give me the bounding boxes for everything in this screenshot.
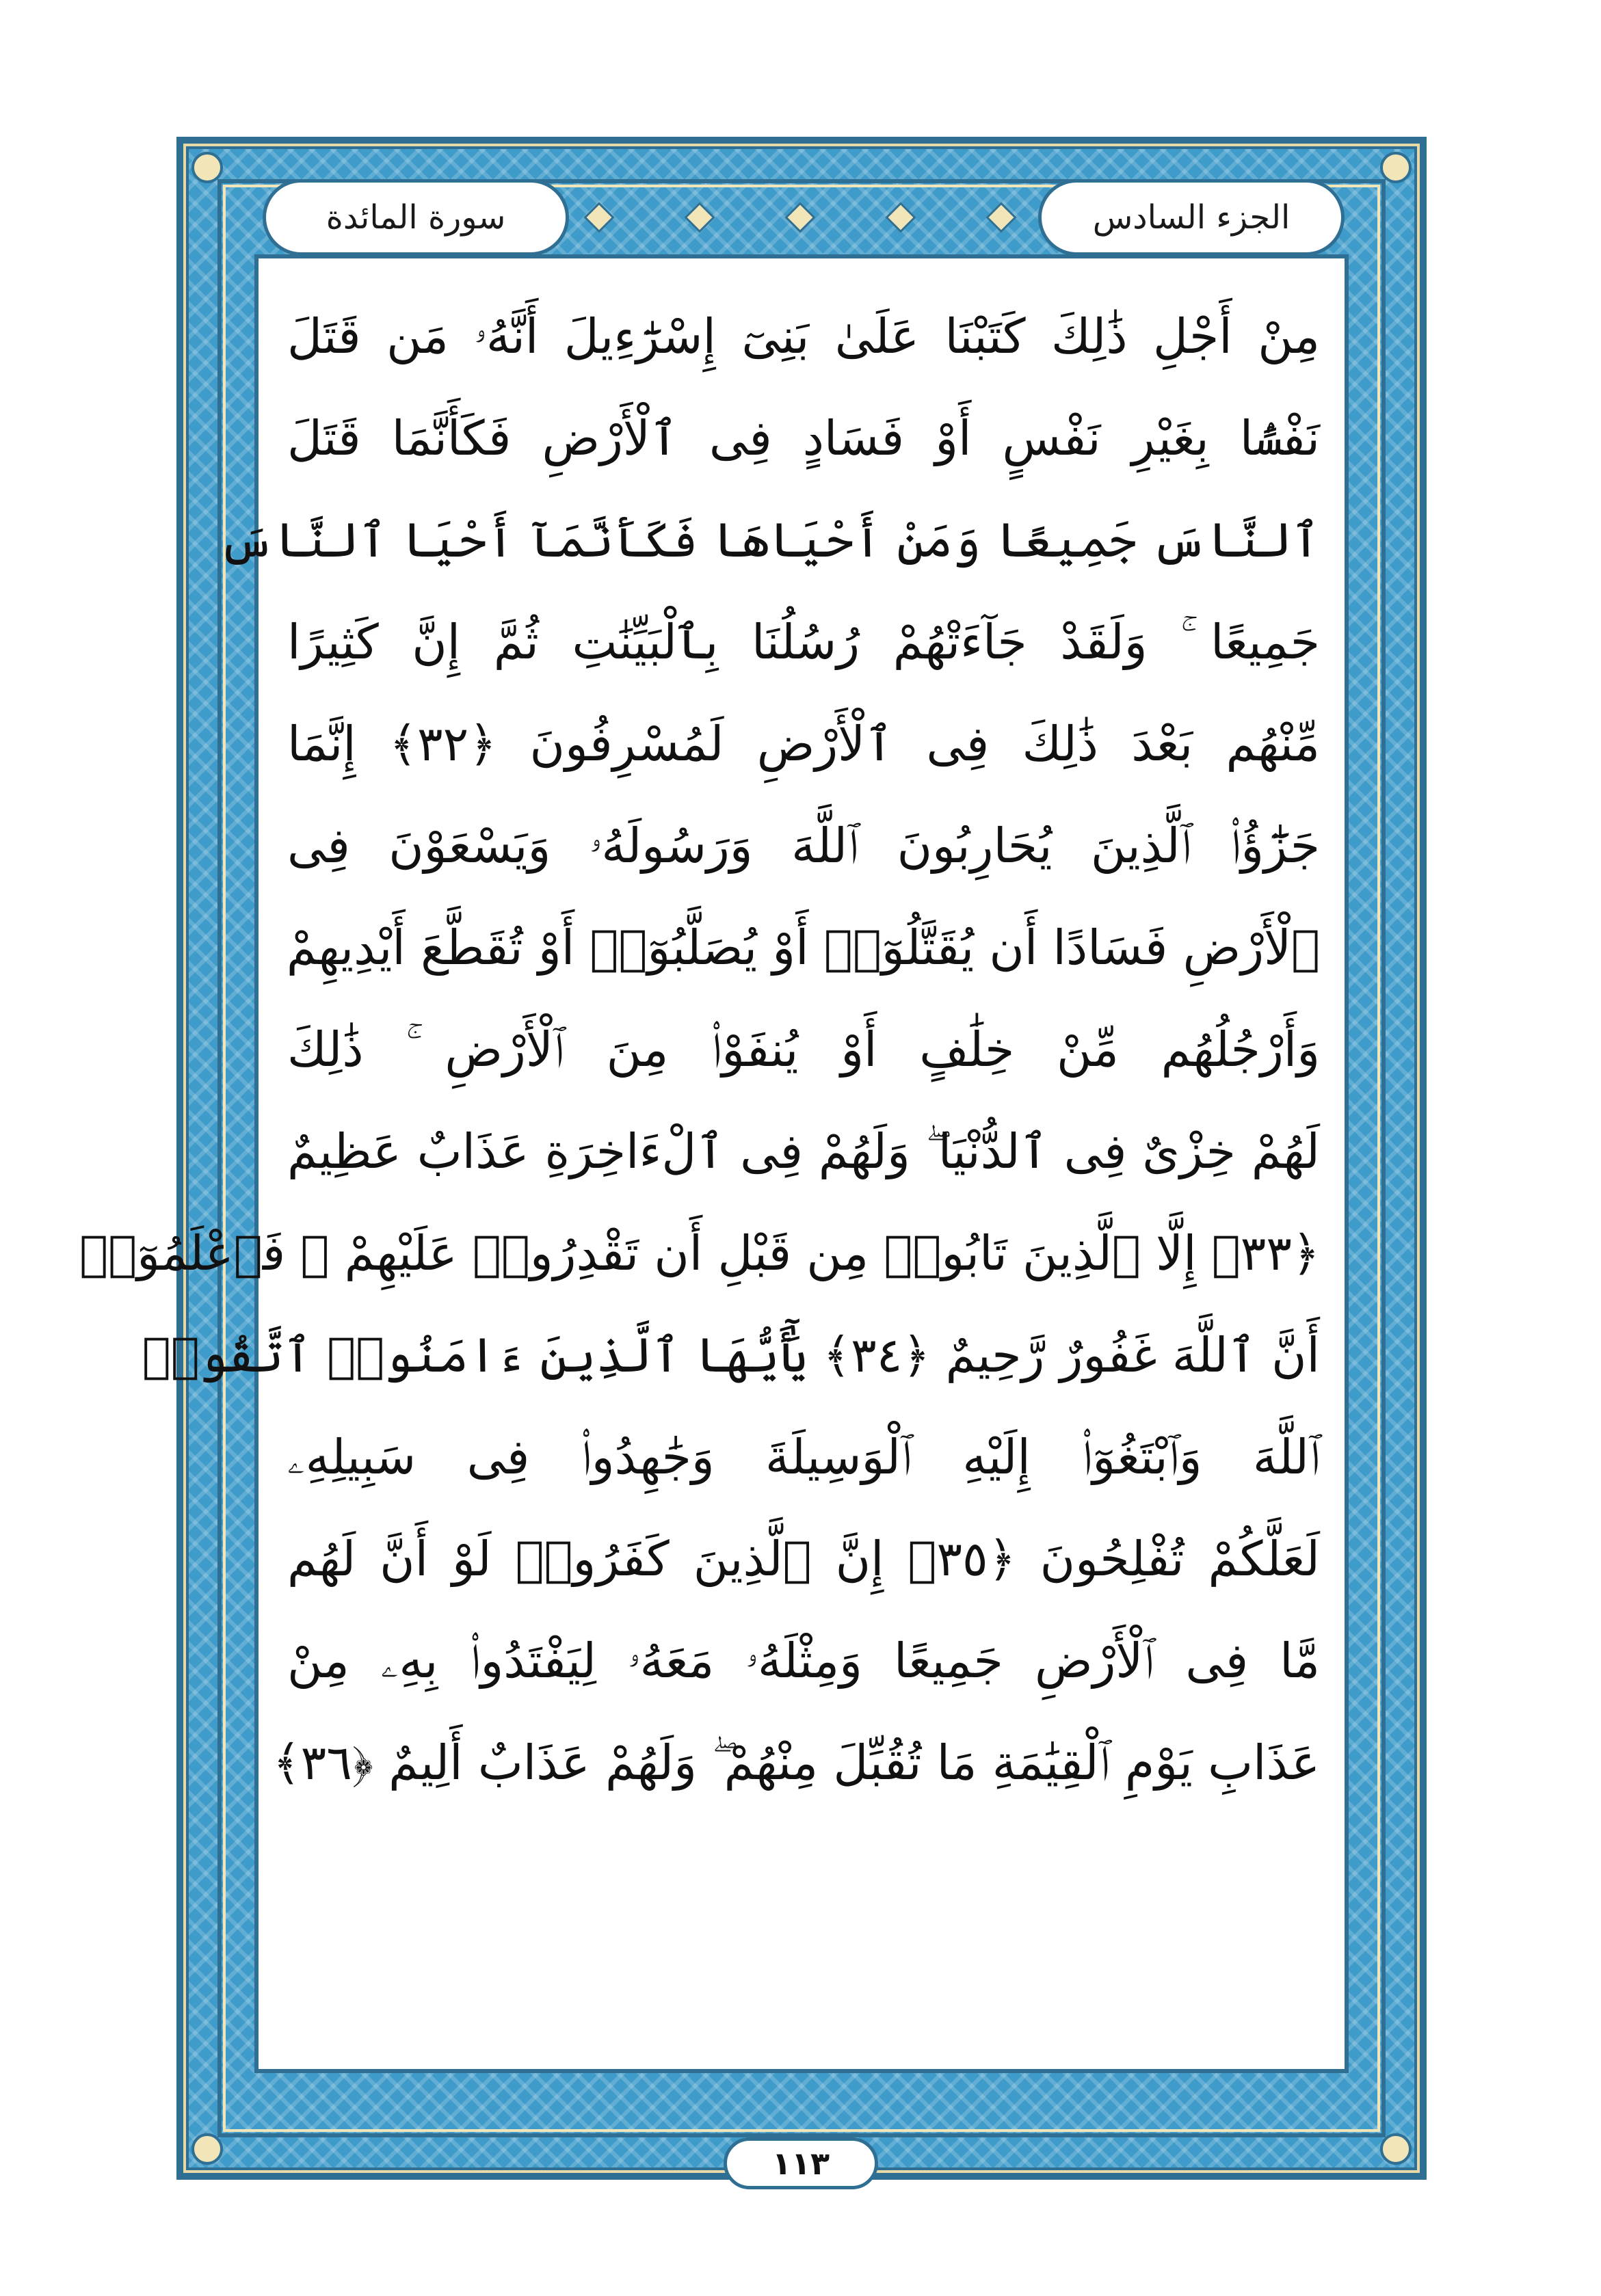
verse-line: لَعَلَّكُمْ تُفْلِحُونَ ﴿٣٥﴾ إِنَّ ٱلَّذِينَ كَفَرُوا۟ لَوْ أَنَّ لَهُم (287, 1531, 1320, 1587)
surah-name: سورة المائدة (326, 198, 506, 237)
page-number (724, 2137, 878, 2189)
ornament-diamond (784, 202, 815, 232)
ornament-diamond (583, 202, 614, 232)
verse-line: عَذَابِ يَوْمِ ٱلْقِيَٰمَةِ مَا تُقُبِّلَ مِنْهُمْ ۖ وَلَهُمْ عَذَابٌ أَلِيمٌ ﴿٣٦﴾ (272, 1735, 1320, 1791)
ornament-diamond (684, 202, 715, 232)
juz-name: الجزء السادس (1092, 198, 1291, 237)
ornament-diamond (885, 202, 916, 232)
surah-name-cartouche (263, 179, 569, 256)
ornament-diamond (985, 202, 1016, 232)
verse-line: نَفْسًۢا بِغَيْرِ نَفْسٍ أَوْ فَسَادٍ فِى ٱلْأَرْضِ فَكَأَنَّمَا قَتَلَ (287, 410, 1320, 466)
header-ornament (588, 202, 1012, 232)
corner-ornament-bottom-left (191, 2133, 223, 2165)
verse-line: مَّا فِى ٱلْأَرْضِ جَمِيعًا وَمِثْلَهُۥ مَعَهُۥ لِيَفْتَدُوا۟ بِهِۦ مِنْ (287, 1633, 1320, 1689)
corner-ornament-top-left (191, 152, 223, 183)
verse-line: ٱلنَّاسَ جَمِيعًا وَمَنْ أَحْيَاهَا فَكَأَنَّمَآ أَحْيَا ٱلنَّاسَ (218, 512, 1320, 568)
page-number-text: ١١٣ (771, 2145, 830, 2182)
juz-name-cartouche (1038, 179, 1345, 256)
corner-ornament-bottom-right (1380, 2133, 1412, 2165)
verse-line: ٱلْأَرْضِ فَسَادًا أَن يُقَتَّلُوٓا۟ أَوْ يُصَلَّبُوٓا۟ أَوْ تُقَطَّعَ أَيْدِيهِمْ (286, 920, 1320, 976)
corner-ornament-top-right (1380, 152, 1412, 183)
verse-lines (79, 286, 1320, 1814)
verse-line: ﴿٣٣﴾ إِلَّا ٱلَّذِينَ تَابُوا۟ مِن قَبْلِ أَن تَقْدِرُوا۟ عَلَيْهِمْ ۖ فَٱعْلَمُوٓا۟ (79, 1225, 1320, 1281)
verse-line: أَنَّ ٱللَّهَ غَفُورٌ رَّحِيمٌ ﴿٣٤﴾ يَٰٓأَيُّهَا ٱلَّذِينَ ءَامَنُوا۟ ٱتَّقُوا۟ (142, 1327, 1320, 1383)
verse-line: جَزَٰٓؤُا۟ ٱلَّذِينَ يُحَارِبُونَ ٱللَّهَ وَرَسُولَهُۥ وَيَسْعَوْنَ فِى (287, 818, 1320, 874)
verse-line: جَمِيعًا ۚ وَلَقَدْ جَآءَتْهُمْ رُسُلُنَا بِٱلْبَيِّنَٰتِ ثُمَّ إِنَّ كَثِيرًا (287, 614, 1320, 670)
verse-line: مِنْ أَجْلِ ذَٰلِكَ كَتَبْنَا عَلَىٰ بَنِىٓ إِسْرَٰٓءِيلَ أَنَّهُۥ مَن قَتَلَ (287, 308, 1320, 364)
verse-line: ٱللَّهَ وَٱبْتَغُوٓا۟ إِلَيْهِ ٱلْوَسِيلَةَ وَجَٰهِدُوا۟ فِى سَبِيلِهِۦ (287, 1429, 1320, 1485)
verse-line: وَأَرْجُلُهُم مِّنْ خِلَٰفٍ أَوْ يُنفَوْا۟ مِنَ ٱلْأَرْضِ ۚ ذَٰلِكَ (287, 1022, 1320, 1078)
verse-line: لَهُمْ خِزْىٌ فِى ٱلدُّنْيَا ۖ وَلَهُمْ فِى ٱلْءَاخِرَةِ عَذَابٌ عَظِيمٌ (287, 1123, 1320, 1179)
verse-line: مِّنْهُم بَعْدَ ذَٰلِكَ فِى ٱلْأَرْضِ لَمُسْرِفُونَ ﴿٣٢﴾ إِنَّمَا (287, 716, 1320, 772)
